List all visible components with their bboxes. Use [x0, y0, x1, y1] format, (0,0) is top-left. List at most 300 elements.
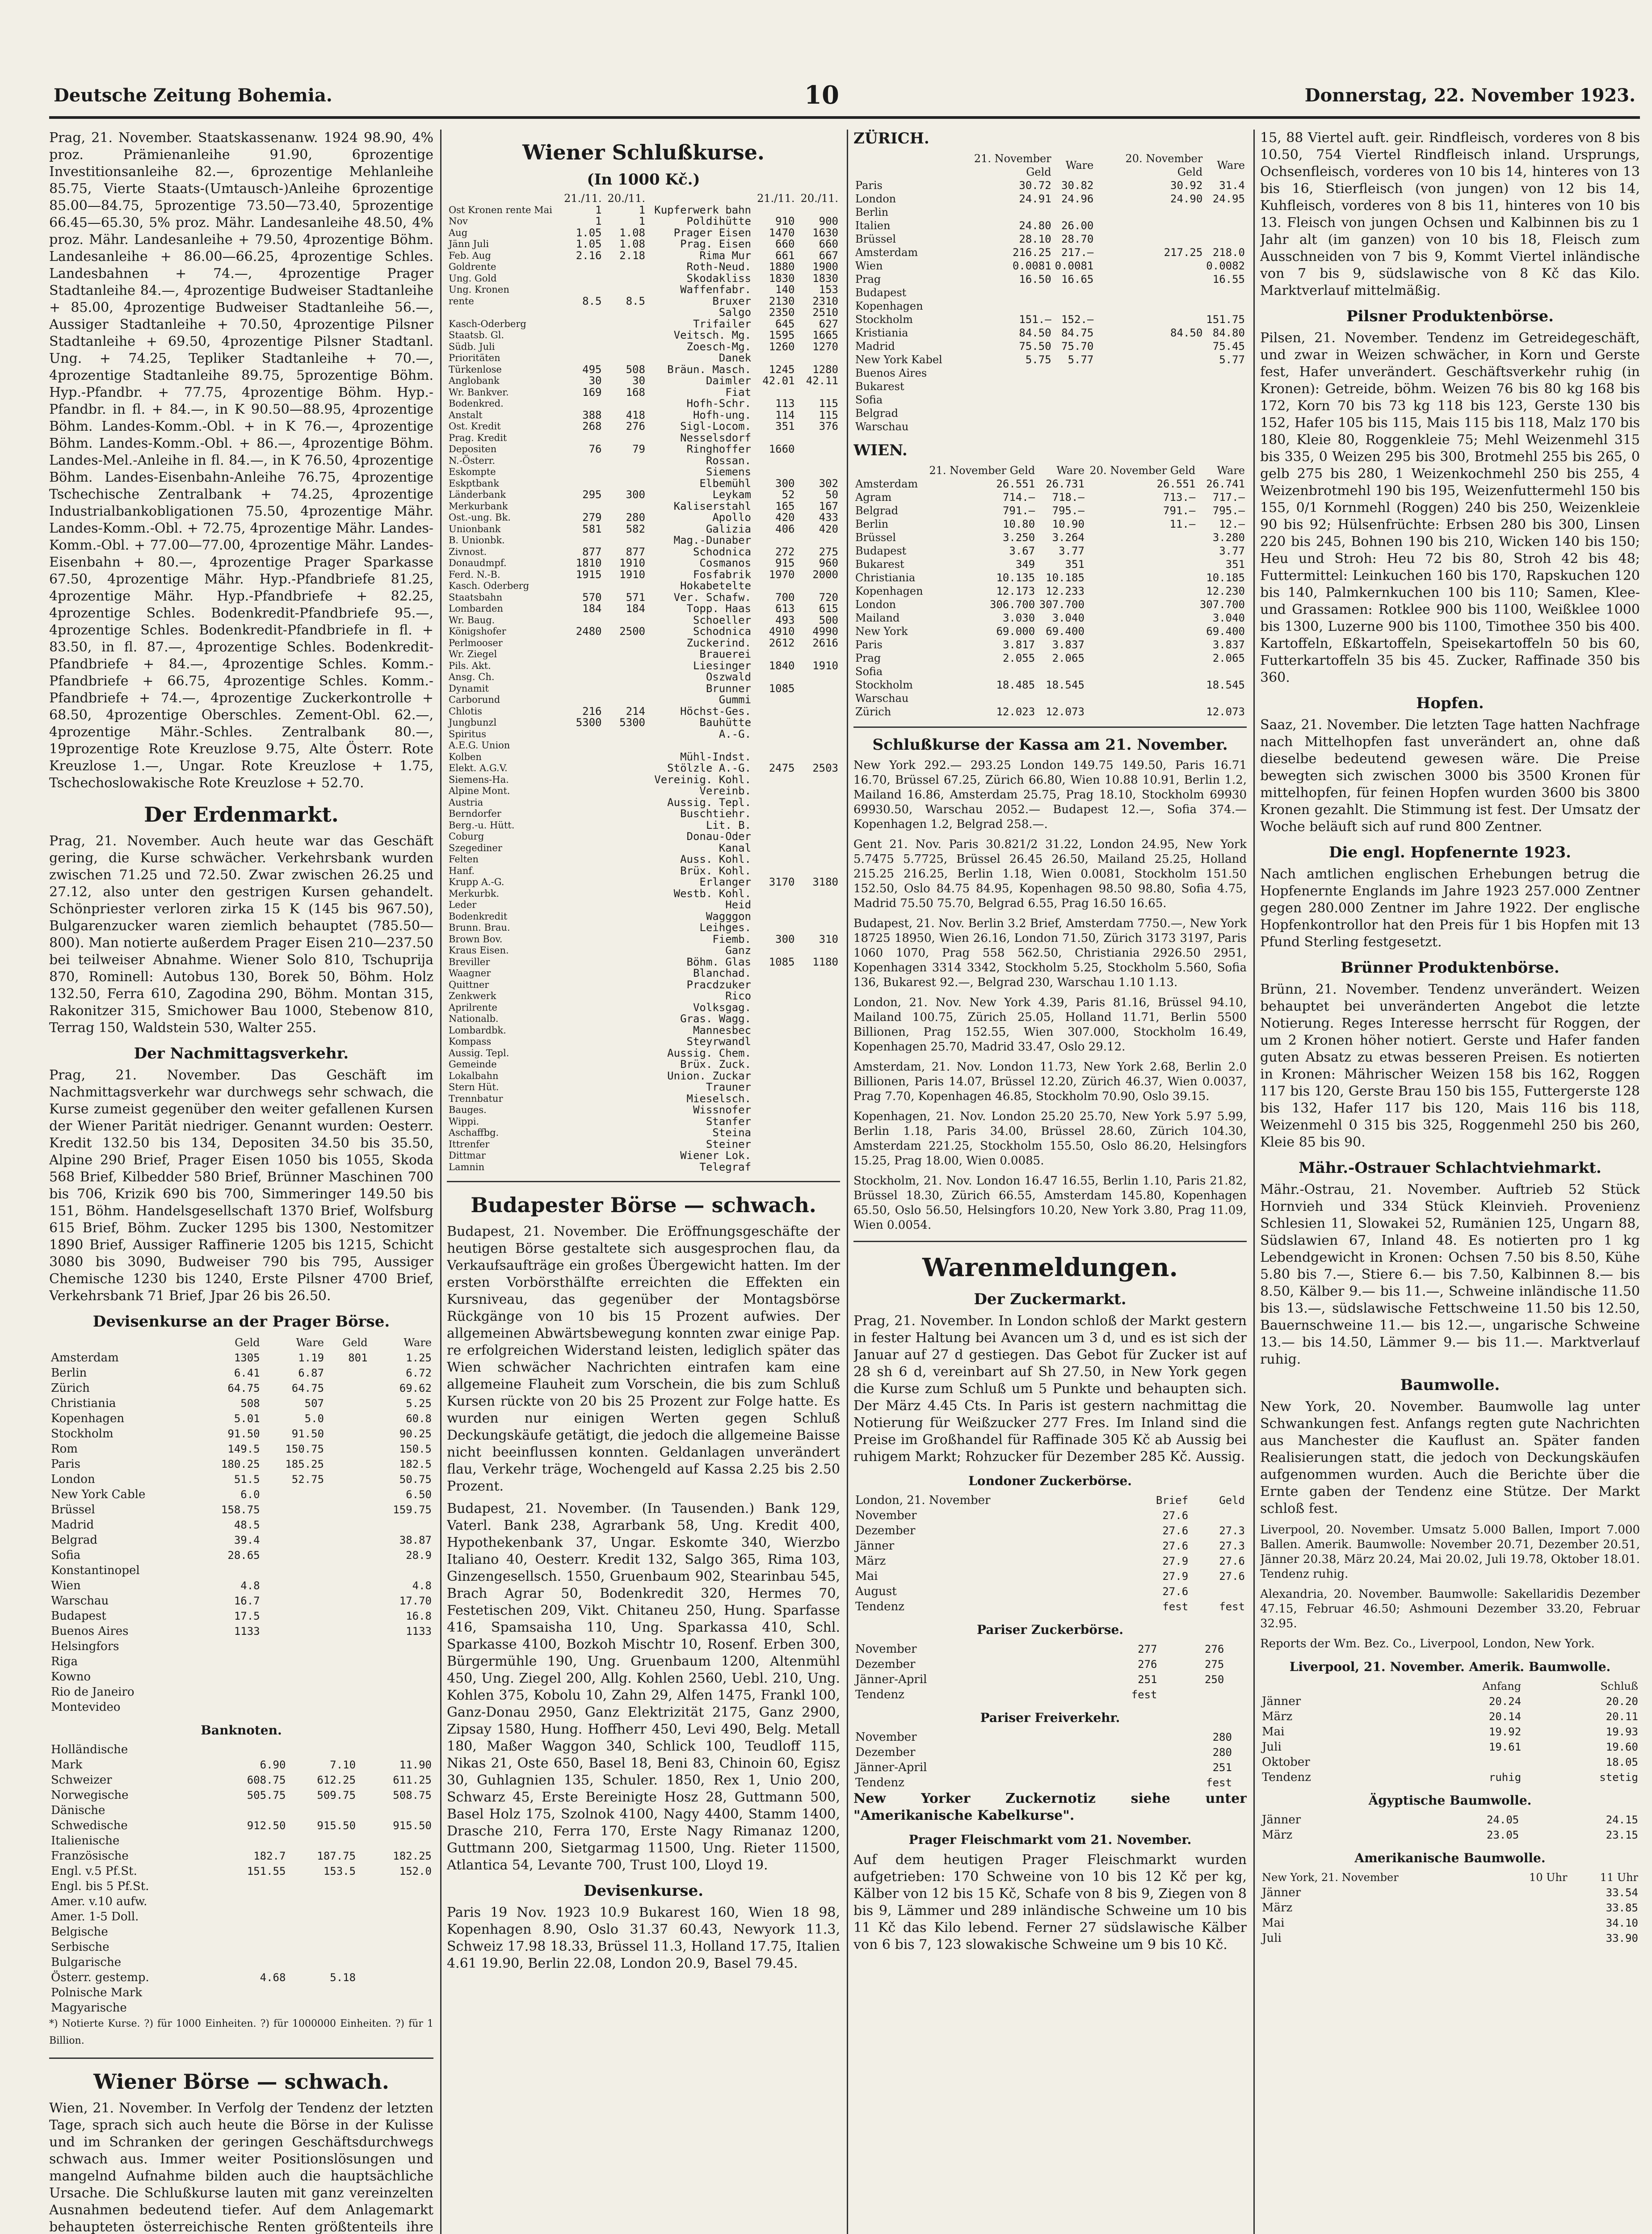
cell-value: Aussig. Chem.: [667, 1046, 752, 1059]
row-label: Dittmar: [449, 1150, 486, 1161]
cell-value: 84.80: [1212, 327, 1245, 339]
cell-value: [604, 820, 647, 831]
cell-value: 64.75: [227, 1382, 260, 1394]
cell-value: [604, 1139, 647, 1151]
cell-value: Brüx. Kohl.: [680, 864, 752, 877]
row-label: Eskompte: [449, 466, 496, 477]
cell-value: 912.50: [247, 1819, 286, 1832]
cell-value: 509.75: [317, 1789, 356, 1801]
cell-value: 1.19: [298, 1352, 324, 1364]
table-row: [853, 179, 1247, 192]
column-header: Ware: [1217, 159, 1245, 172]
table-row: [447, 683, 840, 695]
row-label: Polnische Mark: [51, 1986, 143, 1999]
table-row: [447, 763, 840, 774]
cell-value: [326, 1608, 370, 1624]
row-label: Amer. v.10 aufw.: [51, 1895, 147, 1908]
cell-value: [262, 1624, 326, 1639]
cell-value: [326, 1548, 370, 1563]
table-row: [853, 584, 1247, 598]
cell-value: [796, 1150, 840, 1162]
row-label: Wien: [51, 1579, 81, 1592]
cell-value: [796, 945, 840, 957]
cell-value: [796, 672, 840, 683]
cell-value: [1095, 286, 1204, 299]
cell-value: 18.485: [996, 679, 1035, 691]
cell-value: [357, 1803, 363, 1818]
divider: [853, 726, 1247, 728]
cell-value: [1095, 407, 1204, 420]
cell-value: [560, 1150, 603, 1162]
cell-value: 185.25: [285, 1458, 324, 1470]
column-header: Geld: [342, 1336, 368, 1349]
row-label: Carborund: [449, 694, 500, 705]
row-label: Ung. Gold: [449, 273, 497, 284]
cell-value: [363, 1894, 433, 1909]
cell-value: [357, 1940, 363, 1955]
row-label: Merkurbank: [449, 500, 508, 512]
cell-value: 306.700: [990, 598, 1035, 611]
cell-value: [262, 1563, 326, 1578]
cell-value: [363, 1970, 433, 1985]
row-label: Christiania: [855, 571, 916, 584]
cell-value: Mieselsch.: [686, 1092, 752, 1105]
subsection-title: Liverpool, 21. November. Amerik. Baumwolle.: [1289, 1659, 1611, 1674]
row-label: Königshofer: [449, 626, 506, 637]
cell-value: 182.7: [253, 1850, 286, 1862]
cell-value: Bräun. Masch.: [667, 363, 752, 376]
cell-value: [796, 1048, 840, 1059]
cell-value: 24.91: [1019, 193, 1051, 205]
table-header-row: [447, 193, 840, 205]
cell-value: [560, 455, 603, 467]
cell-value: [753, 672, 796, 683]
section-title: Der Nachmittagsverkehr.: [134, 1045, 349, 1062]
row-label: Buenos Aires: [51, 1625, 129, 1638]
cell-value: 69.400: [1206, 625, 1245, 638]
row-label: Ittrenfer: [449, 1138, 490, 1150]
cell-value: [753, 1025, 796, 1037]
cell-value: 11.—: [1169, 518, 1196, 530]
row-label: Unionbank: [449, 523, 501, 534]
cell-value: 8.5: [582, 294, 602, 307]
cell-value: [287, 2000, 357, 2016]
cell-value: [560, 466, 603, 478]
cell-value: [370, 1563, 433, 1578]
cell-value: [753, 1150, 796, 1162]
row-label: Warschau: [51, 1594, 109, 1608]
table-row: [447, 877, 840, 888]
row-label: Berndorfer: [449, 808, 501, 819]
cell-value: [1095, 219, 1204, 232]
zurich-table: [853, 152, 1247, 433]
table-row: [447, 1116, 840, 1128]
cell-value: 1: [639, 215, 645, 227]
cell-value: 5.25: [406, 1397, 432, 1410]
cell-value: [326, 1654, 370, 1669]
cell-value: 277: [1138, 1643, 1157, 1655]
cell-value: Danek: [719, 352, 752, 364]
cell-value: [326, 1669, 370, 1684]
column-header: Ware: [296, 1336, 324, 1349]
cell-value: [560, 785, 603, 797]
cell-value: [560, 740, 603, 752]
cell-value: [753, 729, 796, 740]
cell-value: [560, 319, 603, 330]
cell-value: [796, 353, 840, 364]
cell-value: 182.25: [393, 1850, 432, 1862]
table-row: [447, 1002, 840, 1014]
row-label: Paris: [51, 1457, 80, 1471]
cell-value: [560, 535, 603, 546]
subsection-title: Banknoten.: [201, 1723, 282, 1738]
cell-value: [944, 407, 1053, 420]
divider: [853, 1241, 1247, 1242]
cell-value: Fiat: [725, 386, 752, 399]
table-row: [447, 284, 840, 296]
row-label: Jänner: [1262, 1813, 1301, 1827]
cell-value: 507: [304, 1397, 324, 1410]
table-row: [447, 797, 840, 809]
cell-value: [753, 854, 796, 865]
table-row: [49, 1669, 433, 1684]
cell-value: [604, 1059, 647, 1071]
cell-value: [753, 1082, 796, 1093]
row-label: Wippi.: [449, 1116, 479, 1127]
cell-value: 645: [775, 317, 795, 330]
cell-value: Ganz: [725, 944, 752, 957]
cell-value: [796, 455, 840, 467]
table-row: [49, 1772, 433, 1788]
cell-value: [560, 330, 603, 341]
article-text: Alexandria, 20. November. Baumwolle: Sakellaridis Dezember 47.15, Februar 46.50; Ashmouni Dezember 33.20, Februar 32.95.: [1260, 1587, 1640, 1630]
row-label: Eskptbank: [449, 478, 499, 489]
table-row: [853, 1508, 1247, 1523]
column-header: Anfang: [1482, 1680, 1522, 1692]
cell-value: 1915: [576, 568, 602, 581]
cell-value: 34.10: [1606, 1917, 1638, 1929]
table-row: [447, 307, 840, 319]
cell-value: [1236, 1672, 1247, 1687]
table-row: [447, 1139, 840, 1151]
cell-value: Mühl-Indst.: [680, 750, 752, 763]
row-label: Tendenz: [855, 1776, 904, 1789]
cell-value: Prager Eisen: [673, 226, 752, 239]
cell-value: 3.837: [1212, 638, 1245, 651]
cell-value: Cosmanos: [699, 557, 752, 569]
cell-value: 12.—: [1219, 518, 1245, 530]
cell-value: 151.—: [1019, 313, 1051, 326]
cell-value: Auss. Kohl.: [680, 853, 752, 865]
cell-value: 24.05: [1487, 1814, 1519, 1826]
cell-value: [218, 1894, 288, 1909]
cell-value: Poldihütte: [686, 215, 752, 227]
table-header-row: [49, 1335, 433, 1350]
table-row: [49, 1879, 433, 1894]
article-text: Prag, 21. November. In London schloß der Markt gestern in fester Haltung bei Avancen um 3 d, und es ist sich der Januar auf 27 d gestiegen. Das Gebot für Zucker ist auf 28 sh 6 d, vereinbart auf Sh 27.50, in New York gegen die Kurse zum Schluß um 5 Punkte und behaupten sich. Der März 4.45 Cts. In Paris ist gestern nachmittag die Notierung für Weißzucker 277 Fres. Im Inland sind die Preise im Großhandel für Raffinade 305 Kč ab Aussig bei ruhigem Markt; Rohzucker für Dezember 285 Kč. Aussig.: [853, 1313, 1247, 1465]
cell-value: [796, 433, 840, 444]
cell-value: Roth-Neud.: [686, 260, 752, 273]
cell-value: 48.5: [234, 1519, 260, 1531]
cell-value: Blanchad.: [693, 967, 752, 979]
cell-value: [796, 466, 840, 478]
cell-value: [604, 957, 647, 968]
cell-value: [357, 2000, 363, 2016]
cell-value: 115: [819, 408, 838, 421]
table-row: [49, 1487, 433, 1502]
cell-value: [357, 1788, 363, 1803]
cell-value: [753, 1036, 796, 1048]
column-header: [647, 193, 753, 205]
cell-value: 250: [1204, 1673, 1224, 1686]
row-label: Dezember: [855, 1746, 916, 1759]
cell-value: [363, 1909, 433, 1924]
table-header-row: [853, 464, 1247, 477]
cell-value: [1234, 1760, 1247, 1775]
table-row: [49, 1803, 433, 1818]
row-label: Waagner: [449, 968, 491, 978]
table-row: [447, 410, 840, 421]
cell-value: [198, 1654, 261, 1669]
section-title: WIEN.: [853, 441, 908, 459]
cell-value: 33.85: [1606, 1902, 1638, 1914]
row-label: Lombardbk.: [449, 1025, 506, 1036]
cell-value: Steyrwandl: [686, 1035, 752, 1048]
table-row: [447, 478, 840, 490]
cell-value: 69.000: [996, 625, 1035, 638]
row-label: Zivnost.: [449, 546, 487, 557]
cell-value: Wissnofer: [693, 1104, 752, 1116]
cell-value: 38.87: [399, 1534, 432, 1546]
cell-value: [326, 1411, 370, 1426]
row-label: Kopenhagen: [855, 585, 923, 597]
table-row: [49, 1624, 433, 1639]
table-row: [853, 1584, 1247, 1599]
table-row: [447, 808, 840, 820]
table-row: [447, 375, 840, 387]
cell-value: [560, 1048, 603, 1059]
cell-value: [753, 968, 796, 979]
cell-value: 75.45: [1212, 340, 1245, 353]
cell-value: [218, 1833, 288, 1848]
row-label: Ansg. Ch.: [449, 672, 495, 682]
table-row: [447, 774, 840, 786]
row-label: März: [855, 1554, 886, 1568]
cell-value: [796, 535, 840, 546]
column-header: 11 Uhr: [1600, 1871, 1638, 1884]
section-title: Der Erdenmarkt.: [144, 802, 339, 827]
table-row: [853, 638, 1247, 651]
cell-value: [560, 1071, 603, 1082]
cell-value: [560, 307, 603, 319]
column-rule: [1253, 130, 1255, 2234]
cell-value: Vereinb.: [699, 785, 752, 797]
cell-value: 169: [582, 386, 602, 399]
table-row: [49, 1457, 433, 1472]
cell-value: 300: [775, 477, 795, 490]
cell-value: 251: [1212, 1761, 1232, 1774]
cell-value: [753, 694, 796, 706]
cell-value: 6.87: [298, 1367, 324, 1379]
cell-value: Steina: [712, 1126, 752, 1139]
cell-value: [796, 854, 840, 865]
cell-value: 216.25: [1012, 246, 1051, 259]
table-row: [447, 455, 840, 467]
cell-value: 23.15: [1606, 1829, 1638, 1841]
cell-value: [753, 353, 796, 364]
cell-value: 660: [775, 238, 795, 250]
cell-value: [1226, 1687, 1236, 1702]
section-title: Warenmeldungen.: [922, 1253, 1178, 1282]
cell-value: [753, 1127, 796, 1139]
cell-value: [944, 366, 1053, 380]
cell-value: [560, 273, 603, 285]
cell-value: [604, 1013, 647, 1025]
row-label: Brüssel: [51, 1503, 95, 1516]
row-label: Mark: [51, 1758, 83, 1772]
cell-value: [604, 466, 647, 478]
column-4: [1260, 130, 1640, 2234]
cell-value: [218, 1940, 288, 1955]
cell-value: 79: [632, 443, 645, 455]
column-header: 21./11.: [757, 192, 795, 205]
cell-value: 2000: [812, 568, 838, 581]
cell-value: 388: [582, 408, 602, 421]
row-label: Mailand: [855, 612, 900, 624]
cell-value: [604, 1048, 647, 1059]
cell-value: 4.8: [412, 1579, 432, 1592]
cell-value: 20.14: [1488, 1710, 1522, 1723]
table-row: [49, 1788, 433, 1803]
cell-value: Stanfer: [706, 1115, 752, 1128]
cell-value: Fiemb.: [712, 932, 752, 945]
column-header: [447, 193, 560, 205]
cell-value: 5.77: [1219, 353, 1245, 366]
cell-value: 6.72: [406, 1367, 432, 1379]
cell-value: [357, 1879, 363, 1894]
cell-value: [218, 1879, 288, 1894]
table-row: [447, 433, 840, 444]
cell-value: [604, 774, 647, 786]
cell-value: 1.08: [619, 238, 645, 250]
column-header: New York, 21. November: [1262, 1871, 1399, 1884]
row-label: Lamnin: [449, 1161, 485, 1172]
cell-value: [326, 1533, 370, 1548]
cell-value: [796, 1116, 840, 1128]
cell-value: [262, 1548, 326, 1563]
cell-value: [218, 2000, 288, 2016]
table-header-row: [853, 152, 1247, 179]
cell-value: Schodnica: [693, 625, 752, 638]
cell-value: 5.18: [330, 1971, 356, 1984]
cell-value: 7.10: [330, 1759, 356, 1771]
table-row: [853, 1493, 1247, 1508]
cell-value: [604, 615, 647, 626]
cell-value: Kaliserstahl: [673, 500, 752, 512]
cell-value: [604, 501, 647, 512]
table-row: [447, 1013, 840, 1025]
table-row: [49, 1924, 433, 1940]
row-label: Siemens-Ha.: [449, 774, 509, 785]
row-label: Prag: [855, 273, 881, 286]
row-label: Aussig. Tepl.: [449, 1047, 509, 1058]
cell-value: 217.—: [1061, 246, 1094, 259]
cell-value: [796, 820, 840, 831]
section-title: Der Zuckermarkt.: [974, 1290, 1127, 1308]
cell-value: [604, 1116, 647, 1128]
cell-value: [796, 911, 840, 923]
column-header: Geld: [235, 1336, 260, 1349]
table-row: [447, 501, 840, 512]
cell-value: 280: [626, 511, 645, 524]
cell-value: 1133: [234, 1625, 260, 1638]
cell-value: [604, 1036, 647, 1048]
column-rule: [847, 130, 848, 2234]
cell-value: [560, 752, 603, 763]
row-label: Breviller: [449, 956, 490, 967]
table-row: [447, 1048, 840, 1059]
row-label: Donaudmpf.: [449, 558, 507, 568]
cell-value: Heid: [725, 899, 752, 911]
cell-value: [560, 899, 603, 911]
cell-value: 1970: [769, 568, 795, 581]
table-row: [49, 1864, 433, 1879]
cell-value: [560, 1093, 603, 1105]
cell-value: 12.173: [996, 585, 1035, 597]
cell-value: 30: [632, 374, 645, 387]
section-title: Die engl. Hopfenernte 1923.: [1328, 844, 1572, 861]
table-row: [447, 592, 840, 604]
cell-value: [604, 330, 647, 341]
column-header: Ware: [404, 1336, 432, 1349]
row-label: Belgrad: [855, 504, 899, 517]
cell-value: 667: [819, 249, 838, 262]
table-row: [447, 353, 840, 364]
row-label: Prag: [855, 652, 881, 664]
cell-value: 27.6: [1219, 1555, 1245, 1567]
cell-value: 113: [775, 397, 795, 410]
table-row: [853, 273, 1247, 286]
table-row: [49, 1848, 433, 1864]
cell-value: [262, 1700, 326, 1715]
table-row: [447, 694, 840, 706]
cell-value: ruhig: [1488, 1771, 1522, 1784]
cell-value: [796, 1036, 840, 1048]
cell-value: 182.5: [399, 1458, 432, 1470]
cell-value: [604, 752, 647, 763]
section-title: Mähr.-Ostrauer Schlachtviehmarkt.: [1299, 1159, 1602, 1177]
row-label: Goldrente: [449, 261, 496, 272]
table-row: [447, 957, 840, 968]
article-text: Budapest, 21. November. Die Eröffnungsgeschäfte der heutigen Börse gestaltete sich ausgesprochen flau, da Verkaufsaufträge ein großes Übergewicht hatten. Im der ersten Vorbörsthälfte erreichten die Effekten ein Kursniveau, das gegenüber der Montagsbörse Rückgänge von 10 bis 15 Prozent aufwies. Der allgemeinen Abwärtsbewegung konnten zwar einige Pap. re erfolgreichen Widerstand leisten, lediglich später das Wien schwächer Nachrichten eintrafen kam eine allgemeine Flauheit zum Vorschein, die bis zum Schluß Kursen rückte von 20 bis 25 Prozent zur Folge hatte. Es wurden nur einigen Werten gegen Schluß Deckungskäufe getätigt, die jedoch die allgemeine Baisse nicht beeinflussen konnten. Geldanlagen unverändert flau, Verkehr träge, Wochengeld auf Kassa 2.25 bis 2.50 Prozent.: [447, 1224, 840, 1494]
cell-value: Stölzle A.-G.: [667, 762, 752, 774]
cell-value: [926, 692, 1037, 705]
cell-value: 571: [626, 591, 645, 604]
cell-value: 6.41: [234, 1367, 260, 1379]
row-label: Pils. Akt.: [449, 660, 491, 671]
table-row: [49, 1940, 433, 1955]
cell-value: [1037, 692, 1086, 705]
cell-value: 26.551: [1156, 478, 1196, 490]
row-label: London: [51, 1473, 95, 1486]
row-label: Brown Bov.: [449, 933, 503, 945]
cell-value: Pracdzuker: [686, 978, 752, 991]
cell-value: 69.400: [1046, 625, 1085, 638]
cell-value: 23.05: [1487, 1829, 1519, 1841]
cell-value: 17.70: [399, 1595, 432, 1607]
row-label: Jänner: [1262, 1695, 1301, 1708]
row-label: Warschau: [855, 692, 909, 705]
